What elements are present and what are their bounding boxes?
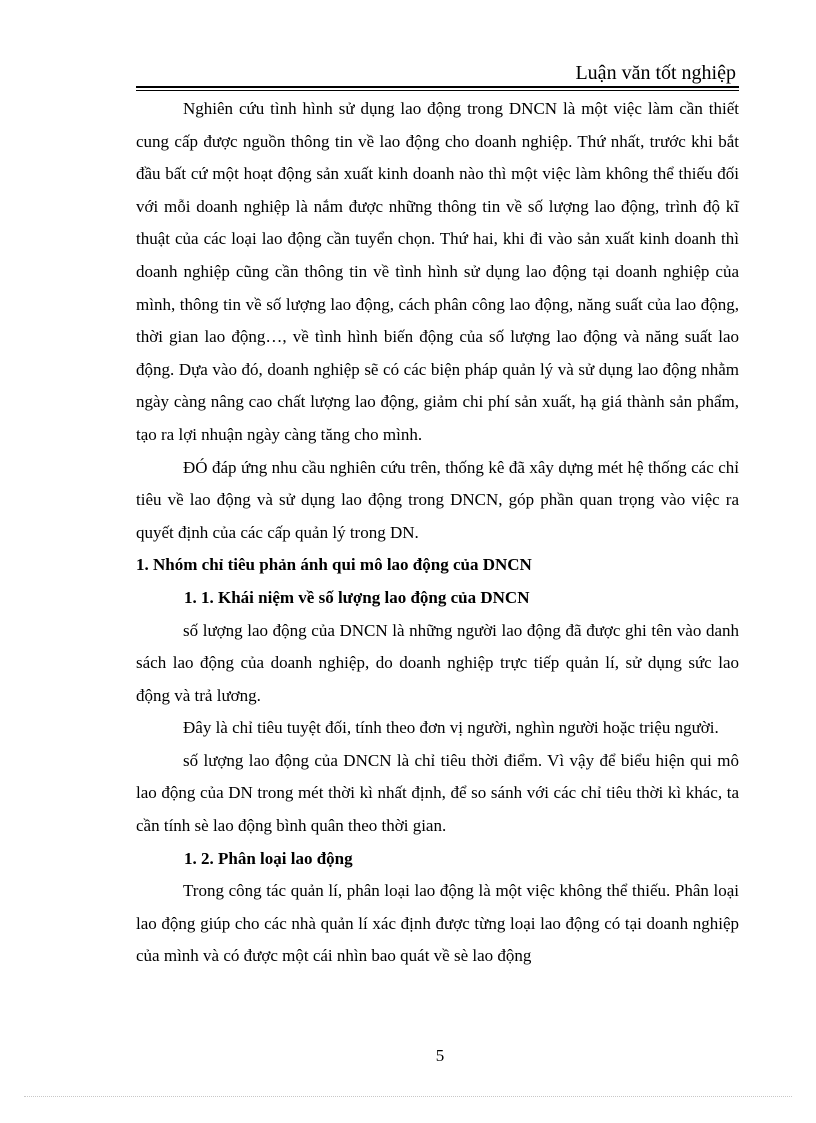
page-number: 5 [435, 1046, 445, 1065]
header-rule-thin [136, 90, 739, 91]
page-bottom-border [24, 1096, 792, 1097]
paragraph-intro: Nghiên cứu tình hình sử dụng lao động trong DNCN là một việc làm cần thiết cung cấp được nguồn thông tin về lao động cho doanh nghiệp. Thứ nhất, trước khi bắt đầu bất cứ một hoạt động sản xuất kinh doanh nào thì một việc làm không thể thiếu đối với mỗi doanh nghiệp là nắm được những thông tin về số lượng lao động, trình độ kĩ thuật của các loại lao động cần tuyển chọn. Thứ hai, khi đi vào sản xuất kinh doanh thì doanh nghiệp cũng cần thông tin về tình hình sử dụng lao động tại doanh nghiệp của mình, thông tin về số lượng lao động, cách phân công lao động, năng suất của lao động, thời gian lao động…, về tình hình biến động của số lượng lao động và năng suất lao động. Dựa vào đó, doanh nghiệp sẽ có các biện pháp quản lý và sử dụng lao động nhằm ngày càng nâng cao chất lượng lao động, giảm chi phí sản xuất, hạ giá thành sản phẩm, tạo ra lợi nhuận ngày càng tăng cho mình. [136, 99, 739, 444]
section-heading-1: 1. Nhóm chỉ tiêu phản ánh qui mô lao động của DNCN [136, 555, 532, 575]
paragraph-system: ĐÓ đáp ứng nhu cầu nghiên cứu trên, thống kê đã xây dựng mét hệ thống các chỉ tiêu về lao động và sử dụng lao động trong DNCN, góp phần quan trọng vào việc ra quyết định của các cấp quản lý trong DN. [136, 457, 739, 542]
subsection-heading-1-2: 1. 2. Phân loại lao động [184, 848, 353, 868]
paragraph-classification: Trong công tác quản lí, phân loại lao động là một việc không thể thiếu. Phân loại lao động giúp cho các nhà quản lí xác định được từng loại lao động có tại doanh nghiệp của mình và có được một cái nhìn bao quát về sè lao động [136, 881, 739, 966]
header-rule-thick [136, 86, 739, 88]
subsection-heading-1-1: 1. 1. Khái niệm về số lượng lao động của DNCN [184, 587, 530, 607]
paragraph-definition: số lượng lao động của DNCN là những người lao động đã được ghi tên vào danh sách lao động của doanh nghiệp, do doanh nghiệp trực tiếp quản lí, sử dụng sức lao động và trả lương. [136, 620, 739, 705]
document-body [136, 93, 739, 973]
paragraph-point-indicator: số lượng lao động của DNCN là chỉ tiêu thời điểm. Vì vậy để biểu hiện qui mô lao động của DN trong mét thời kì nhất định, để so sánh với các chỉ tiêu thời kì khác, ta cần tính sè lao động bình quân theo thời gian. [136, 750, 739, 836]
header-title: Luận văn tốt nghiệp [575, 62, 736, 84]
paragraph-absolute-indicator: Đây là chỉ tiêu tuyệt đối, tính theo đơn vị người, nghìn người hoặc triệu người. [183, 718, 719, 738]
